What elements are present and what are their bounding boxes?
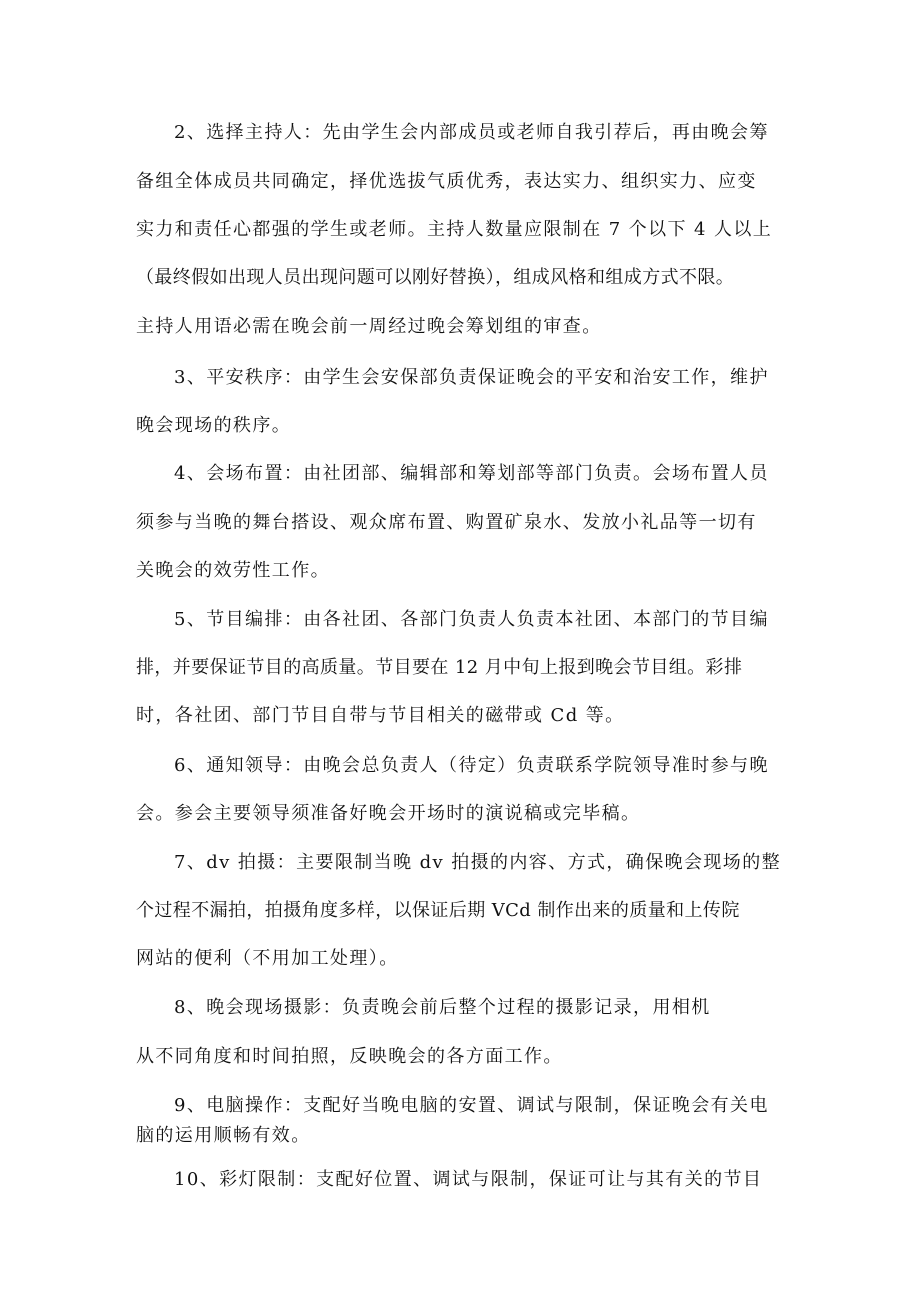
paragraph-5-line-2: 排，并要保证节目的高质量。节目要在 12 月中旬上报到晚会节目组。彩排 [136,657,743,678]
paragraph-4-line-1: 4、会场布置：由社团部、编辑部和筹划部等部门负责。会场布置人员 [174,463,769,484]
paragraph-6-line-1: 6、通知领导：由晚会总负责人（待定）负责联系学院领导准时参与晚 [174,755,769,776]
paragraph-9-line-1: 9、电脑操作：支配好当晚电脑的安置、调试与限制，保证晚会有关电 [174,1095,769,1116]
paragraph-10-line-1: 10、彩灯限制：支配好位置、调试与限制，保证可让与其有关的节目 [174,1169,763,1190]
paragraph-8-line-1: 8、晚会现场摄影：负责晚会前后整个过程的摄影记录，用相机 [174,997,711,1018]
paragraph-4-line-2: 须参与当晚的舞台搭设、观众席布置、购置矿泉水、发放小礼品等一切有 [136,512,757,533]
paragraph-7-line-3: 网站的便利（不用加工处理）。 [136,948,399,969]
paragraph-3-line-2: 晚会现场的秩序。 [136,415,292,436]
paragraph-9-line-2: 脑的运用顺畅有效。 [136,1125,311,1146]
paragraph-5-line-1: 5、节目编排：由各社团、各部门负责人负责本社团、本部门的节目编 [174,609,769,630]
paragraph-7-line-2: 个过程不漏拍，拍摄角度多样，以保证后期 VCd 制作出来的质量和上传院 [136,900,740,921]
paragraph-8-line-2: 从不同角度和时间拍照，反映晚会的各方面工作。 [136,1046,563,1067]
paragraph-4-line-3: 关晚会的效劳性工作。 [136,560,330,581]
paragraph-2-line-4: （最终假如出现人员出现问题可以刚好替换），组成风格和组成方式不限。 [136,267,735,288]
paragraph-6-line-2: 会。参会主要领导须准备好晚会开场时的演说稿或完毕稿。 [136,803,641,824]
paragraph-5-line-3: 时，各社团、部门节目自带与节目相关的磁带或 Cd 等。 [136,705,625,726]
paragraph-3-line-1: 3、平安秩序：由学生会安保部负责保证晚会的平安和治安工作，维护 [174,367,769,388]
paragraph-2-line-5: 主持人用语必需在晚会前一周经过晚会筹划组的审查。 [136,316,602,337]
paragraph-2-line-3: 实力和责任心都强的学生或老师。主持人数量应限制在 7 个以下 4 人以上 [136,219,773,240]
paragraph-7-line-1: 7、dv 拍摄：主要限制当晚 dv 拍摄的内容、方式，确保晚会现场的整 [174,852,781,873]
paragraph-2-line-1: 2、选择主持人：先由学生会内部成员或老师自我引荐后，再由晚会筹 [174,122,769,143]
paragraph-2-line-2: 备组全体成员共同确定，择优选拔气质优秀，表达实力、组织实力、应变 [136,171,757,192]
